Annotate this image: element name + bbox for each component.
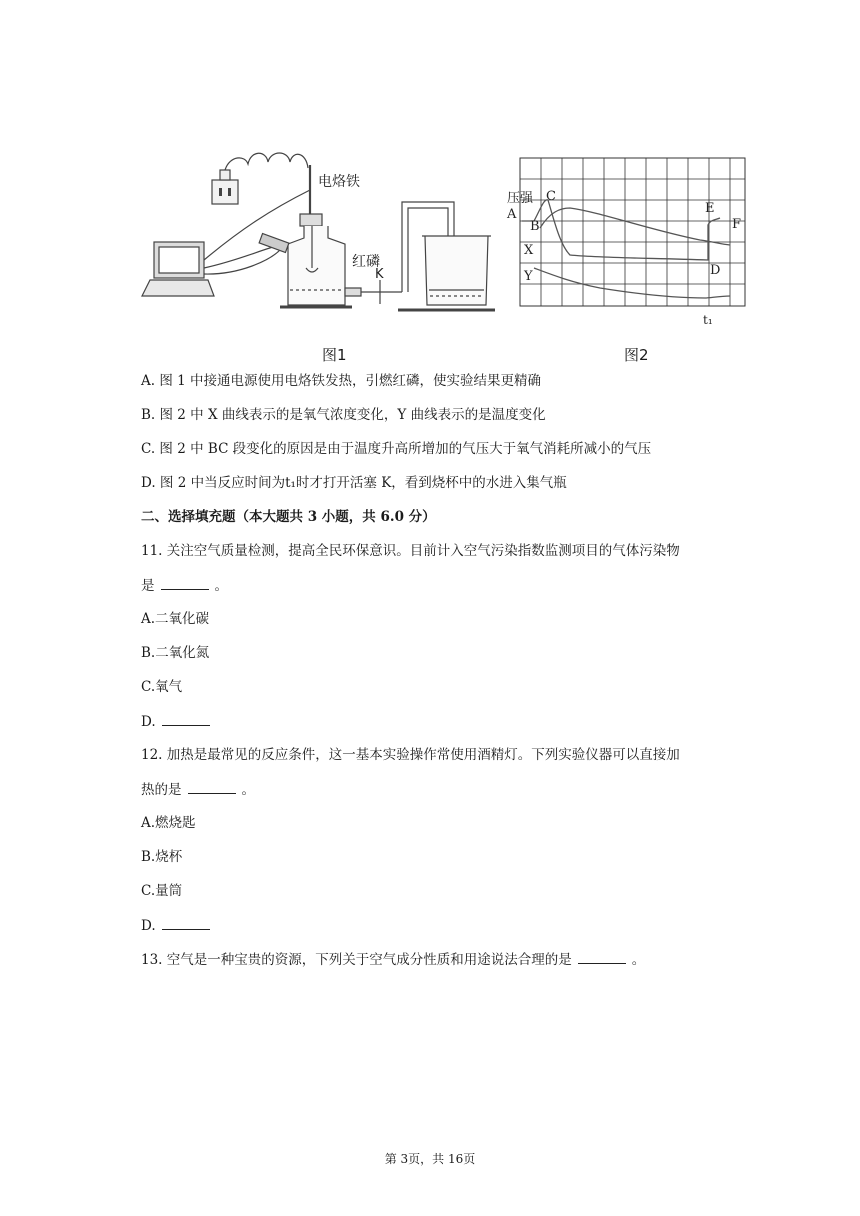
q11-option-b: B.二氧化氮 bbox=[141, 645, 210, 661]
label-b: B bbox=[530, 219, 540, 234]
q12-option-d bbox=[141, 915, 216, 936]
label-pressure: 压强 bbox=[507, 191, 534, 206]
label-x: X bbox=[524, 243, 534, 258]
laptop-base bbox=[142, 280, 214, 296]
q12-text: 12. 加热是最常见的反应条件，这一基本实验操作常使用酒精灯。下列实验仪器可以直接加 bbox=[141, 747, 680, 763]
label-a: A bbox=[507, 207, 517, 222]
label-valve-k: K bbox=[375, 267, 384, 282]
label-e: E bbox=[705, 201, 715, 216]
rubber-connector bbox=[345, 288, 361, 296]
q11-option-d bbox=[141, 711, 216, 732]
figure-area bbox=[130, 150, 760, 365]
q12-blank[interactable] bbox=[188, 779, 236, 794]
q11-blank[interactable] bbox=[161, 575, 209, 590]
q11-text: 11. 关注空气质量检测，提高全民环保意识。目前计入空气污染指数监测项目的气体污染物 bbox=[141, 543, 680, 559]
plug bbox=[220, 170, 230, 180]
q12-option-a: A.燃烧匙 bbox=[141, 815, 196, 831]
q11-suffix: 。 bbox=[214, 578, 228, 594]
label-f: F bbox=[732, 217, 742, 232]
q12-option-b: B.烧杯 bbox=[141, 849, 183, 865]
figure2-curves bbox=[522, 200, 730, 298]
q13-text bbox=[141, 949, 645, 970]
q12-suffix: 。 bbox=[241, 782, 255, 798]
q12-line2 bbox=[141, 779, 255, 800]
x-curve bbox=[540, 208, 730, 245]
q12-prefix: 热的是 bbox=[141, 782, 182, 798]
section-title: 二、选择填充题（本大题共 3 小题，共 6.0 分） bbox=[141, 509, 436, 525]
label-y: Y bbox=[524, 269, 533, 284]
q11-option-d-blank[interactable] bbox=[162, 711, 210, 726]
pressure-curve bbox=[522, 200, 720, 260]
figure1-caption: 图1 bbox=[322, 346, 347, 364]
q11-option-a: A.二氧化碳 bbox=[141, 611, 210, 627]
q12-option-d-blank[interactable] bbox=[162, 915, 210, 930]
stopper bbox=[300, 214, 322, 226]
option-c: C. 图 2 中 BC 段变化的原因是由于温度升高所增加的气压大于氧气消耗所减小的气压 bbox=[141, 441, 652, 457]
q13-suffix: 。 bbox=[631, 952, 646, 968]
q12-option-d-label: D. bbox=[141, 918, 156, 934]
label-d: D bbox=[710, 263, 721, 278]
label-red-phosphorus: 红磷 bbox=[352, 254, 380, 270]
figure-svg bbox=[130, 150, 760, 365]
beaker bbox=[425, 236, 488, 305]
q11-prefix: 是 bbox=[141, 578, 155, 594]
label-c: C bbox=[546, 189, 556, 204]
y-curve bbox=[534, 268, 730, 298]
option-a: A. 图 1 中接通电源使用电烙铁发热，引燃红磷，使实验结果更精确 bbox=[141, 373, 542, 389]
q11-option-d-label: D. bbox=[141, 714, 156, 730]
q13-blank[interactable] bbox=[578, 949, 626, 964]
q11-option-c: C.氧气 bbox=[141, 679, 183, 695]
label-t1: t₁ bbox=[703, 313, 713, 327]
option-b: B. 图 2 中 X 曲线表示的是氧气浓度变化，Y 曲线表示的是温度变化 bbox=[141, 407, 546, 423]
q13-prefix: 13. 空气是一种宝贵的资源，下列关于空气成分性质和用途说法合理的是 bbox=[141, 952, 572, 968]
gas-bottle bbox=[288, 226, 345, 305]
label-soldering-iron: 电烙铁 bbox=[318, 174, 360, 190]
figure2-caption: 图2 bbox=[624, 346, 649, 364]
option-d: D. 图 2 中当反应时间为t₁时才打开活塞 K，看到烧杯中的水进入集气瓶 bbox=[141, 475, 567, 491]
power-socket bbox=[212, 180, 238, 204]
page-footer: 第 3页，共 16页 bbox=[384, 1152, 476, 1166]
q12-option-c: C.量筒 bbox=[141, 883, 183, 899]
q11-line2 bbox=[141, 575, 228, 596]
figure2-grid bbox=[520, 158, 745, 306]
